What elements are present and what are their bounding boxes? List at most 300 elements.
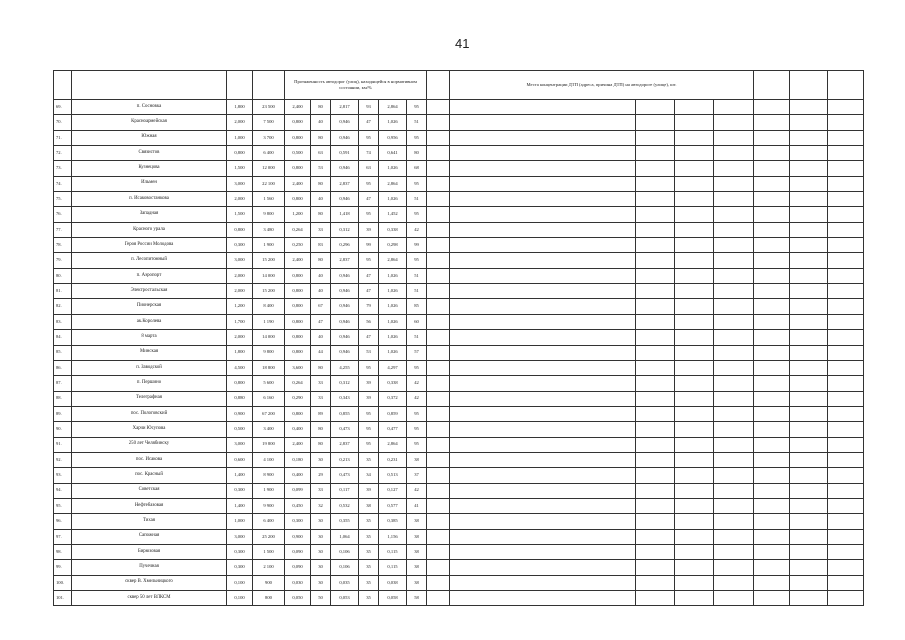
- value-cell: 35: [359, 575, 379, 590]
- table-row: [54, 498, 864, 513]
- street-name: п. Исаковостанкова: [72, 192, 227, 207]
- value-cell: 1,064: [331, 529, 359, 544]
- empty-cell: [790, 192, 828, 207]
- value-cell: 40: [311, 115, 331, 130]
- empty-cell: [636, 146, 675, 161]
- row-number: 91.: [54, 437, 72, 452]
- value-cell: 0,946: [331, 130, 359, 145]
- empty-cell: [450, 468, 636, 483]
- empty-cell: [427, 314, 450, 329]
- value-cell: 2,000: [227, 330, 253, 345]
- value-cell: 23 500: [253, 100, 285, 115]
- table-row: [54, 483, 864, 498]
- value-cell: 0,956: [379, 130, 407, 145]
- value-cell: 0,532: [331, 498, 359, 513]
- value-cell: 1,026: [379, 192, 407, 207]
- empty-cell: [828, 544, 864, 559]
- empty-cell: [636, 100, 675, 115]
- value-cell: 80: [311, 360, 331, 375]
- empty-cell: [790, 330, 828, 345]
- empty-cell: [450, 452, 636, 467]
- empty-cell: [675, 100, 714, 115]
- empty-cell: [427, 100, 450, 115]
- table-row: [54, 146, 864, 161]
- value-cell: 0,800: [285, 284, 311, 299]
- value-cell: 0,035: [331, 575, 359, 590]
- value-cell: 38: [359, 498, 379, 513]
- empty-cell: [754, 161, 790, 176]
- row-number: 86.: [54, 360, 72, 375]
- empty-cell: [450, 268, 636, 283]
- empty-cell: [714, 176, 754, 191]
- row-number: 76.: [54, 207, 72, 222]
- empty-cell: [450, 146, 636, 161]
- value-cell: 1,200: [285, 207, 311, 222]
- value-cell: 30: [311, 529, 331, 544]
- value-cell: 3,000: [227, 529, 253, 544]
- value-cell: 80: [311, 422, 331, 437]
- table-row: [54, 284, 864, 299]
- empty-cell: [790, 115, 828, 130]
- value-cell: 0,800: [285, 345, 311, 360]
- empty-cell: [714, 560, 754, 575]
- empty-cell: [754, 130, 790, 145]
- empty-cell: [450, 161, 636, 176]
- value-cell: 22 100: [253, 176, 285, 191]
- value-cell: 0,577: [379, 498, 407, 513]
- value-cell: 38: [407, 560, 427, 575]
- empty-cell: [754, 207, 790, 222]
- empty-cell: [427, 299, 450, 314]
- empty-cell: [714, 268, 754, 283]
- value-cell: 51: [407, 284, 427, 299]
- value-cell: 44: [311, 345, 331, 360]
- value-cell: 95: [407, 253, 427, 268]
- value-cell: 25 200: [253, 529, 285, 544]
- value-cell: 1 900: [253, 238, 285, 253]
- value-cell: 3,000: [227, 437, 253, 452]
- empty-cell: [427, 575, 450, 590]
- empty-cell: [427, 115, 450, 130]
- value-cell: 1 500: [253, 544, 285, 559]
- empty-cell: [790, 360, 828, 375]
- value-cell: 0,250: [285, 238, 311, 253]
- empty-cell: [675, 161, 714, 176]
- empty-cell: [714, 330, 754, 345]
- empty-cell: [427, 238, 450, 253]
- empty-cell: [427, 222, 450, 237]
- value-cell: 2,864: [379, 253, 407, 268]
- table-row: [54, 222, 864, 237]
- value-cell: 40: [311, 284, 331, 299]
- empty-cell: [636, 176, 675, 191]
- empty-cell: [714, 115, 754, 130]
- empty-cell: [450, 238, 636, 253]
- header-cell: [253, 71, 285, 100]
- empty-cell: [675, 422, 714, 437]
- value-cell: 2,000: [227, 268, 253, 283]
- value-cell: 38: [407, 575, 427, 590]
- empty-cell: [427, 591, 450, 606]
- value-cell: 4 100: [253, 452, 285, 467]
- value-cell: 7 500: [253, 115, 285, 130]
- value-cell: 1 190: [253, 314, 285, 329]
- street-name: Харчи Юсупова: [72, 422, 227, 437]
- empty-cell: [828, 514, 864, 529]
- empty-cell: [790, 498, 828, 513]
- table-row: [54, 391, 864, 406]
- empty-cell: [790, 345, 828, 360]
- empty-cell: [450, 575, 636, 590]
- empty-cell: [427, 406, 450, 421]
- value-cell: 0,800: [285, 330, 311, 345]
- row-number: 89.: [54, 406, 72, 421]
- value-cell: 1,000: [227, 514, 253, 529]
- empty-cell: [828, 529, 864, 544]
- value-cell: 1,026: [379, 161, 407, 176]
- empty-cell: [675, 483, 714, 498]
- empty-cell: [450, 376, 636, 391]
- header-group-road-length: Протяженность автодорог (улиц), находящейся в нормативном состоянии, км/%: [285, 71, 427, 100]
- empty-cell: [636, 207, 675, 222]
- value-cell: 2,000: [227, 115, 253, 130]
- empty-cell: [790, 207, 828, 222]
- empty-cell: [450, 299, 636, 314]
- empty-cell: [828, 268, 864, 283]
- empty-cell: [714, 207, 754, 222]
- empty-cell: [714, 498, 754, 513]
- empty-cell: [828, 238, 864, 253]
- value-cell: 2,864: [379, 176, 407, 191]
- value-cell: 0,264: [285, 222, 311, 237]
- table-row: [54, 360, 864, 375]
- value-cell: 95: [407, 176, 427, 191]
- empty-cell: [636, 314, 675, 329]
- empty-cell: [675, 514, 714, 529]
- table-row: [54, 130, 864, 145]
- value-cell: 0,213: [331, 452, 359, 467]
- value-cell: 8 400: [253, 299, 285, 314]
- value-cell: 0,355: [331, 514, 359, 529]
- row-number: 73.: [54, 161, 72, 176]
- value-cell: 51: [407, 115, 427, 130]
- street-name: Нефтебазовая: [72, 498, 227, 513]
- empty-cell: [714, 161, 754, 176]
- street-name: Телеграфная: [72, 391, 227, 406]
- empty-cell: [427, 560, 450, 575]
- row-number: 77.: [54, 222, 72, 237]
- value-cell: 80: [311, 253, 331, 268]
- table-row: [54, 100, 864, 115]
- road-table: [53, 70, 864, 606]
- value-cell: 1,418: [331, 207, 359, 222]
- value-cell: 0,106: [331, 544, 359, 559]
- value-cell: 0,946: [331, 284, 359, 299]
- empty-cell: [790, 391, 828, 406]
- empty-cell: [675, 146, 714, 161]
- empty-cell: [754, 284, 790, 299]
- empty-cell: [714, 253, 754, 268]
- value-cell: 95: [407, 360, 427, 375]
- empty-cell: [790, 146, 828, 161]
- empty-cell: [427, 176, 450, 191]
- empty-cell: [790, 560, 828, 575]
- empty-cell: [427, 483, 450, 498]
- empty-cell: [636, 514, 675, 529]
- value-cell: 2,837: [331, 176, 359, 191]
- value-cell: 41: [407, 498, 427, 513]
- row-number: 94.: [54, 483, 72, 498]
- value-cell: 29: [311, 468, 331, 483]
- street-name: п. Аэропорт: [72, 268, 227, 283]
- empty-cell: [714, 238, 754, 253]
- value-cell: 0,800: [227, 376, 253, 391]
- value-cell: 35: [359, 544, 379, 559]
- street-name: Южная: [72, 130, 227, 145]
- empty-cell: [754, 452, 790, 467]
- empty-cell: [754, 222, 790, 237]
- header-cell: [227, 71, 253, 100]
- value-cell: 95: [407, 100, 427, 115]
- value-cell: 0,473: [331, 422, 359, 437]
- empty-cell: [450, 314, 636, 329]
- empty-cell: [828, 330, 864, 345]
- empty-cell: [828, 161, 864, 176]
- empty-cell: [714, 468, 754, 483]
- empty-cell: [636, 376, 675, 391]
- empty-cell: [828, 176, 864, 191]
- empty-cell: [450, 406, 636, 421]
- value-cell: 95: [407, 437, 427, 452]
- empty-cell: [636, 130, 675, 145]
- empty-cell: [636, 406, 675, 421]
- value-cell: 0,946: [331, 268, 359, 283]
- value-cell: 0,641: [379, 146, 407, 161]
- value-cell: 51: [407, 268, 427, 283]
- value-cell: 15 200: [253, 284, 285, 299]
- value-cell: 1,500: [227, 207, 253, 222]
- empty-cell: [714, 514, 754, 529]
- street-name: п. Сосновка: [72, 100, 227, 115]
- empty-cell: [450, 176, 636, 191]
- table-row: [54, 468, 864, 483]
- street-name: п. Заводской: [72, 360, 227, 375]
- row-number: 97.: [54, 529, 72, 544]
- empty-cell: [427, 514, 450, 529]
- value-cell: 0,855: [331, 406, 359, 421]
- value-cell: 39: [359, 483, 379, 498]
- street-name: ак.Королева: [72, 314, 227, 329]
- value-cell: 0,338: [379, 376, 407, 391]
- value-cell: 95: [359, 406, 379, 421]
- empty-cell: [427, 161, 450, 176]
- empty-cell: [790, 575, 828, 590]
- empty-cell: [754, 299, 790, 314]
- value-cell: 9 900: [253, 498, 285, 513]
- empty-cell: [636, 284, 675, 299]
- empty-cell: [828, 299, 864, 314]
- value-cell: 95: [407, 130, 427, 145]
- row-number: 71.: [54, 130, 72, 145]
- empty-cell: [675, 130, 714, 145]
- value-cell: 95: [359, 207, 379, 222]
- empty-cell: [427, 544, 450, 559]
- empty-cell: [450, 529, 636, 544]
- empty-cell: [636, 253, 675, 268]
- value-cell: 0,800: [285, 115, 311, 130]
- value-cell: 39: [359, 391, 379, 406]
- empty-cell: [675, 268, 714, 283]
- empty-cell: [675, 238, 714, 253]
- value-cell: 63: [359, 161, 379, 176]
- value-cell: 6 400: [253, 514, 285, 529]
- value-cell: 80: [311, 207, 331, 222]
- value-cell: 800: [253, 591, 285, 606]
- empty-cell: [675, 314, 714, 329]
- value-cell: 0,298: [379, 238, 407, 253]
- empty-cell: [828, 422, 864, 437]
- value-cell: 1,500: [227, 161, 253, 176]
- empty-cell: [636, 268, 675, 283]
- empty-cell: [450, 115, 636, 130]
- row-number: 80.: [54, 268, 72, 283]
- value-cell: 53: [359, 345, 379, 360]
- value-cell: 0,030: [285, 575, 311, 590]
- empty-cell: [828, 222, 864, 237]
- value-cell: 2,400: [285, 100, 311, 115]
- row-number: 72.: [54, 146, 72, 161]
- table-row: [54, 176, 864, 191]
- street-name: пос. Пологовский: [72, 406, 227, 421]
- empty-cell: [714, 345, 754, 360]
- value-cell: 0,800: [285, 268, 311, 283]
- table-row: [54, 207, 864, 222]
- value-cell: 95: [359, 422, 379, 437]
- empty-cell: [754, 514, 790, 529]
- value-cell: 6 400: [253, 146, 285, 161]
- header-cell: [828, 71, 864, 100]
- value-cell: 47: [359, 330, 379, 345]
- table-row: [54, 437, 864, 452]
- row-number: 98.: [54, 544, 72, 559]
- table-row: [54, 314, 864, 329]
- value-cell: 63: [311, 146, 331, 161]
- value-cell: 0,231: [379, 452, 407, 467]
- value-cell: 38: [407, 544, 427, 559]
- street-name: Красного урала: [72, 222, 227, 237]
- street-name: 8 марта: [72, 330, 227, 345]
- value-cell: 0,038: [379, 575, 407, 590]
- empty-cell: [450, 330, 636, 345]
- empty-cell: [675, 391, 714, 406]
- empty-cell: [754, 391, 790, 406]
- value-cell: 33: [311, 483, 331, 498]
- value-cell: 95: [359, 176, 379, 191]
- empty-cell: [790, 130, 828, 145]
- value-cell: 38: [407, 452, 427, 467]
- table-row: [54, 452, 864, 467]
- value-cell: 35: [359, 591, 379, 606]
- empty-cell: [828, 284, 864, 299]
- value-cell: 47: [311, 314, 331, 329]
- street-name: Западная: [72, 207, 227, 222]
- empty-cell: [675, 360, 714, 375]
- empty-cell: [675, 376, 714, 391]
- table-row: [54, 422, 864, 437]
- empty-cell: [675, 299, 714, 314]
- value-cell: 51: [407, 192, 427, 207]
- empty-cell: [450, 514, 636, 529]
- header-cell: [790, 71, 828, 100]
- value-cell: 0,300: [227, 544, 253, 559]
- empty-cell: [450, 560, 636, 575]
- header-cell: [72, 71, 227, 100]
- empty-cell: [675, 575, 714, 590]
- value-cell: 47: [359, 192, 379, 207]
- value-cell: 0,400: [285, 468, 311, 483]
- value-cell: 47: [359, 115, 379, 130]
- value-cell: 0,296: [331, 238, 359, 253]
- empty-cell: [675, 176, 714, 191]
- value-cell: 42: [407, 391, 427, 406]
- empty-cell: [754, 376, 790, 391]
- value-cell: 2,837: [331, 253, 359, 268]
- empty-cell: [450, 192, 636, 207]
- value-cell: 4,255: [331, 360, 359, 375]
- value-cell: 1,400: [227, 498, 253, 513]
- row-number: 79.: [54, 253, 72, 268]
- value-cell: 0,099: [285, 483, 311, 498]
- street-name: Пучечная: [72, 560, 227, 575]
- value-cell: 0,312: [331, 376, 359, 391]
- value-cell: 95: [359, 253, 379, 268]
- value-cell: 0,500: [227, 422, 253, 437]
- row-number: 90.: [54, 422, 72, 437]
- empty-cell: [636, 544, 675, 559]
- street-name: Связистов: [72, 146, 227, 161]
- empty-cell: [675, 560, 714, 575]
- value-cell: 0,946: [331, 115, 359, 130]
- value-cell: 67 200: [253, 406, 285, 421]
- empty-cell: [636, 560, 675, 575]
- empty-cell: [450, 544, 636, 559]
- empty-cell: [790, 176, 828, 191]
- empty-cell: [427, 207, 450, 222]
- value-cell: 95: [407, 207, 427, 222]
- empty-cell: [714, 529, 754, 544]
- value-cell: 56: [359, 314, 379, 329]
- empty-cell: [450, 360, 636, 375]
- empty-cell: [675, 284, 714, 299]
- value-cell: 2,400: [285, 437, 311, 452]
- empty-cell: [714, 591, 754, 606]
- row-number: 83.: [54, 314, 72, 329]
- street-name: Кузнецова: [72, 161, 227, 176]
- empty-cell: [450, 222, 636, 237]
- empty-cell: [790, 253, 828, 268]
- table-row: [54, 345, 864, 360]
- value-cell: 0,477: [379, 422, 407, 437]
- value-cell: 3,000: [227, 253, 253, 268]
- empty-cell: [754, 575, 790, 590]
- empty-cell: [790, 529, 828, 544]
- row-number: 74.: [54, 176, 72, 191]
- value-cell: 38: [407, 529, 427, 544]
- value-cell: 1,700: [227, 314, 253, 329]
- value-cell: 2,400: [285, 176, 311, 191]
- empty-cell: [754, 498, 790, 513]
- empty-cell: [828, 207, 864, 222]
